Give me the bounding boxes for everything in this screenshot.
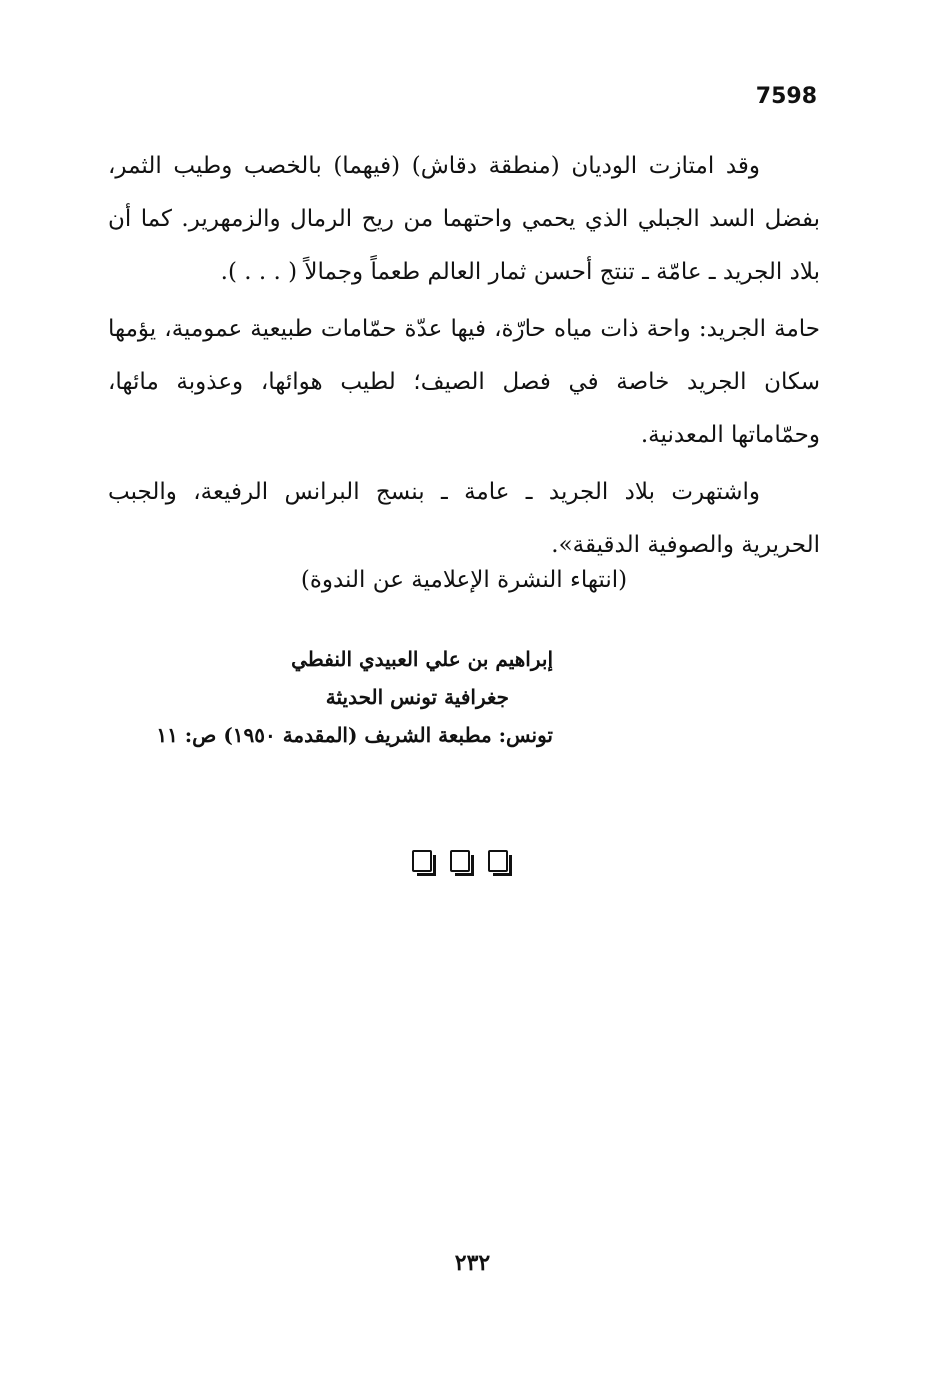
square-ornament-icon xyxy=(412,850,432,872)
citation-author: إبراهيم بن علي العبيدي النفطي xyxy=(291,647,553,671)
paragraph-2: حامة الجريد: واحة ذات مياه حارّة، فيها عدّة حمّامات طبيعية عمومية، يؤمها سكان الجريد خاصة في فصل الصيف؛ لطيب هوائها، وعذوبة مائها، وحمّاماتها المعدنية. xyxy=(108,316,820,448)
paragraph-3: واشتهرت بلاد الجريد ـ عامة ـ بنسج البرانس الرفيعة، والجبب الحريرية والصوفية الدقيقة». xyxy=(108,479,820,558)
square-ornament-icon xyxy=(488,850,508,872)
body-text xyxy=(108,140,820,576)
square-ornament-icon xyxy=(450,850,470,872)
page-number: ٢٣٢ xyxy=(454,1250,491,1276)
citation-publication: تونس: مطبعة الشريف (المقدمة ١٩٥٠) ص: ١١ xyxy=(156,723,553,747)
citation-title: جغرافية تونس الحديثة xyxy=(325,685,509,709)
citation-block xyxy=(156,640,553,754)
closing-note: (انتهاء النشرة الإعلامية عن الندوة) xyxy=(300,567,628,593)
section-end-ornament xyxy=(412,850,508,872)
page-id-label: 7598 xyxy=(755,84,817,109)
paragraph-1: وقد امتازت الوديان (منطقة دقاش) (فيهما) بالخصب وطيب الثمر، بفضل السد الجبلي الذي يحمي واحتهما من ريح الرمال والزمهرير. كما أن بلاد الجريد ـ عامّة ـ تنتج أحسن ثمار العالم طعماً وجمالاً ( . . . ). xyxy=(108,153,820,285)
